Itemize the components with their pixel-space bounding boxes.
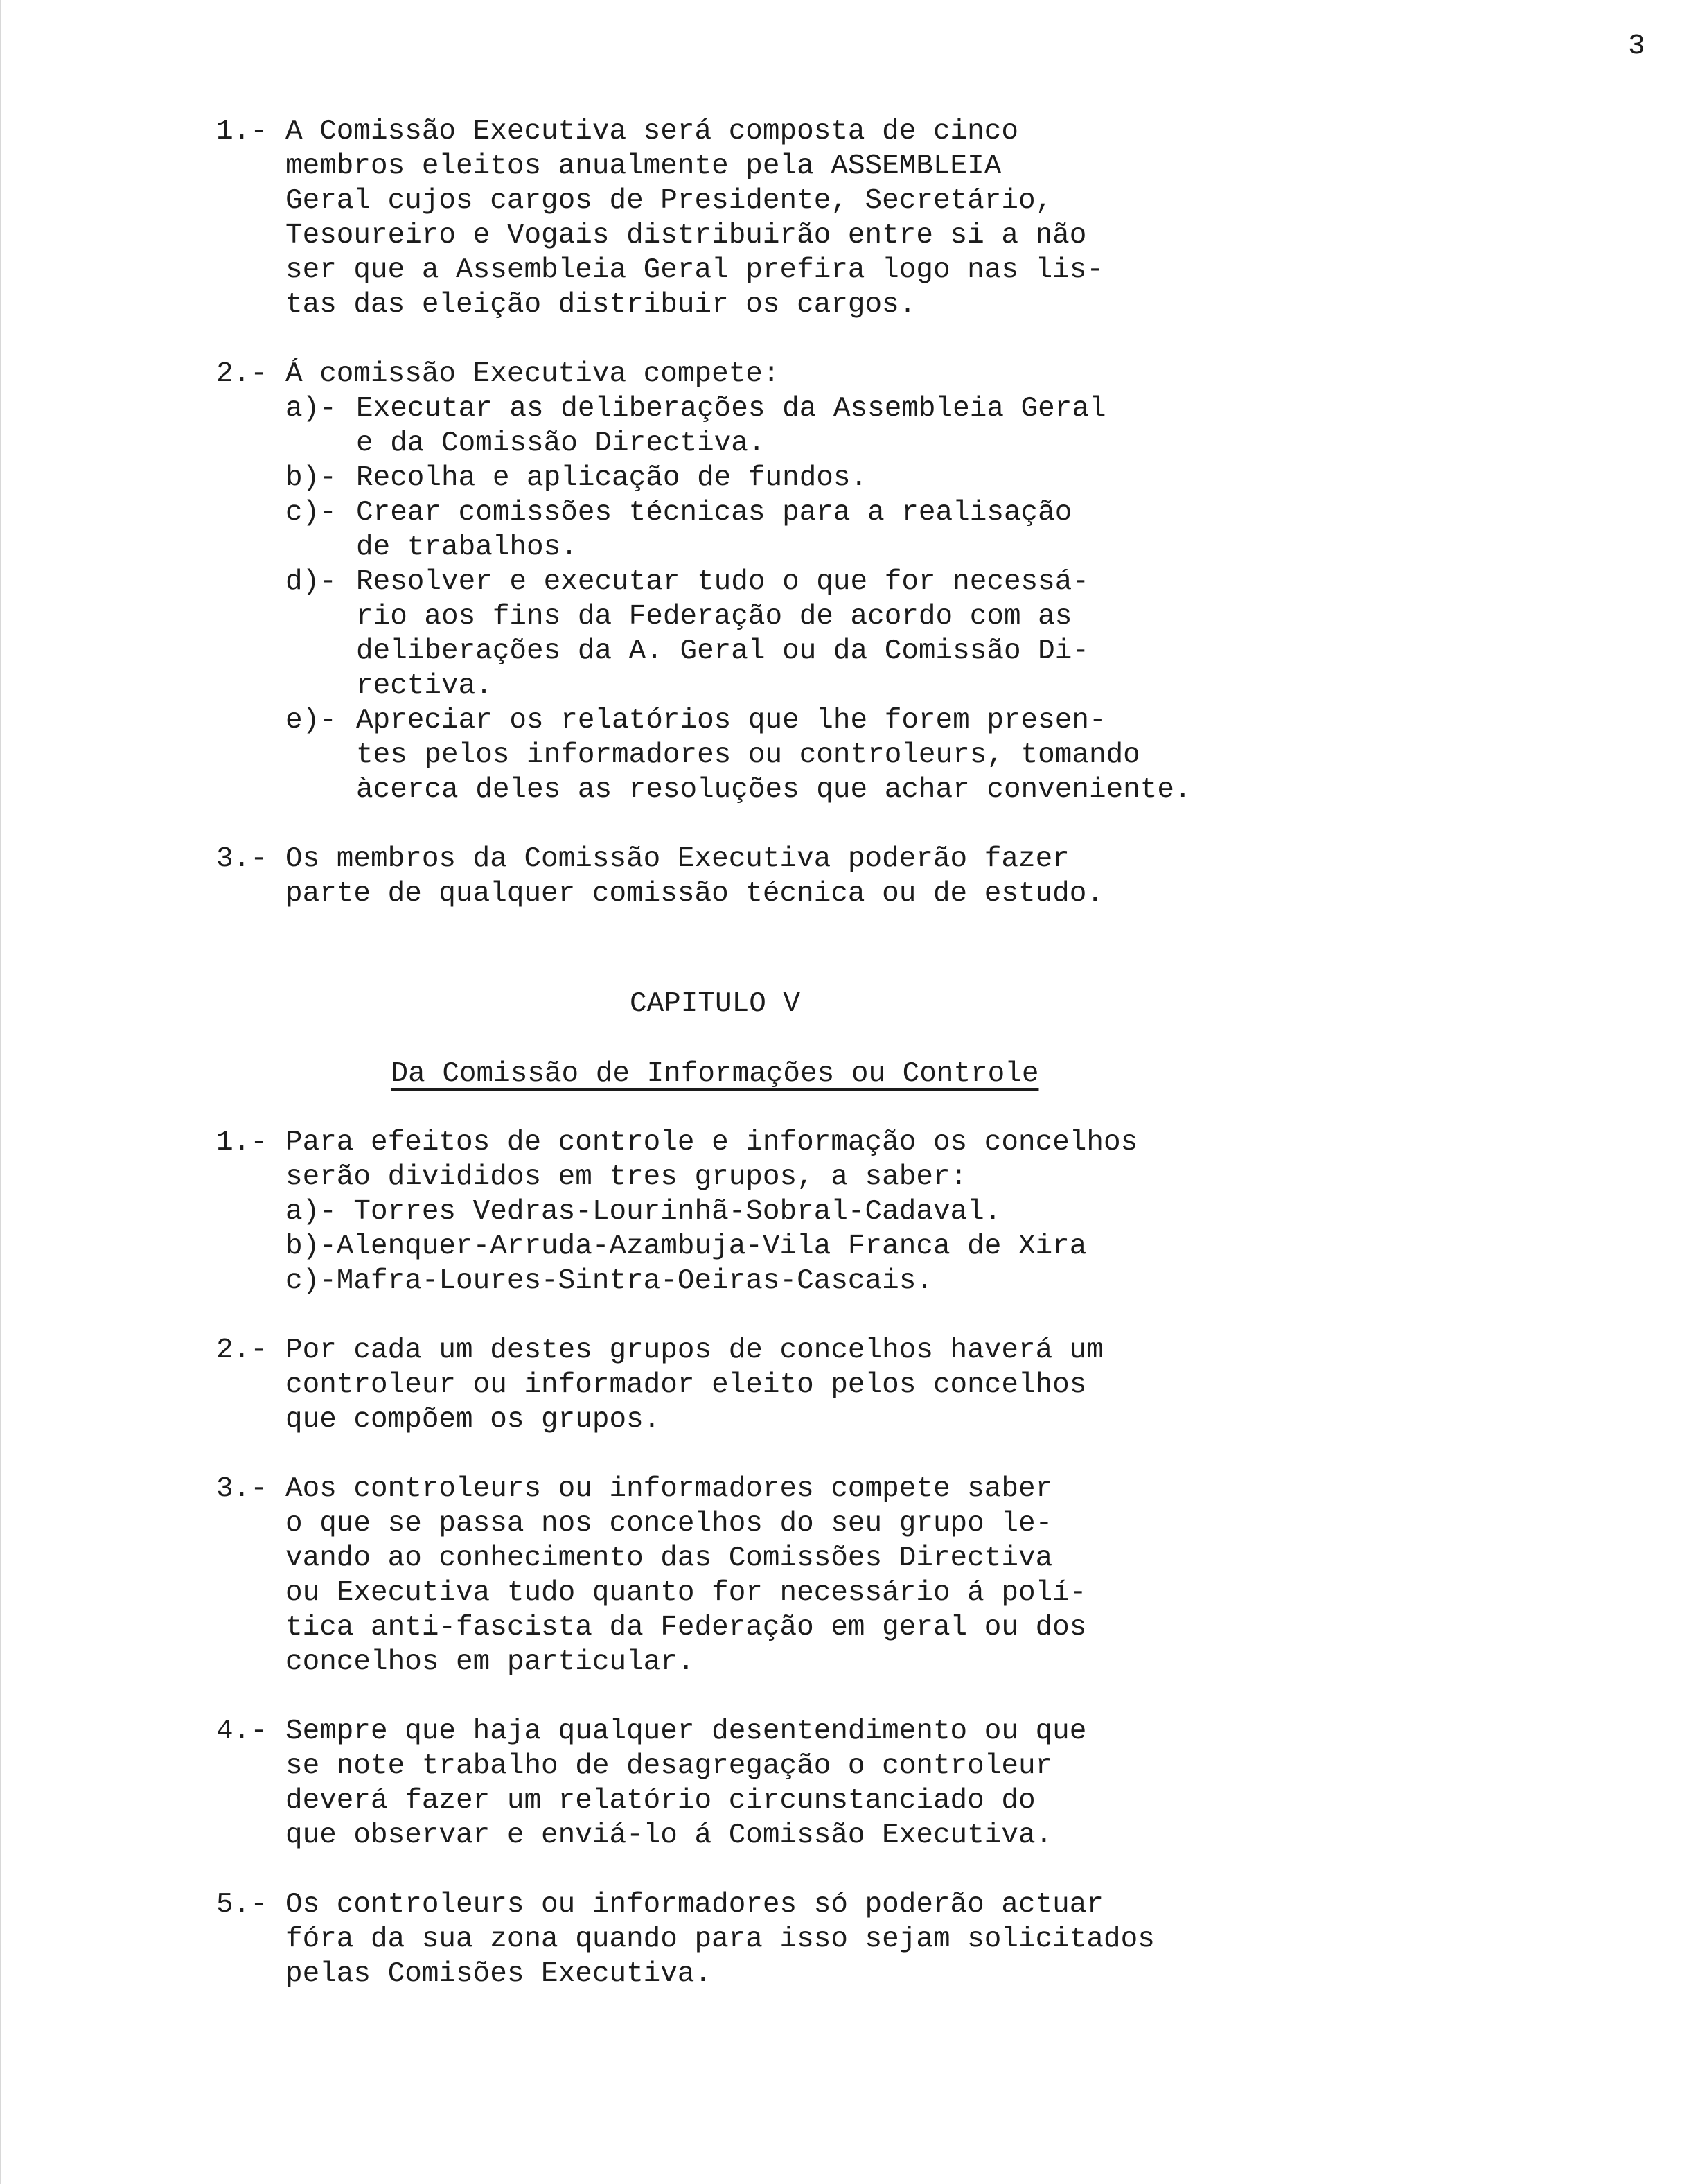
text-line: membros eleitos anualmente pela ASSEMBLEIA [285, 150, 1002, 182]
article-2 [216, 357, 1255, 807]
text-line: serão divididos em tres grupos, a saber: [285, 1161, 968, 1193]
text-line: Os controleurs ou informadores só poderão actuar [285, 1889, 1104, 1921]
article-number: 4.- [216, 1716, 267, 1747]
text-line: A Comissão Executiva será composta de cinco [285, 116, 1018, 148]
text-line: Recolha e aplicação de fundos. [356, 462, 868, 494]
chapter-title: CAPITULO V [629, 988, 801, 1020]
text-line: a)- Torres Vedras-Lourinhã-Sobral-Cadaval. [285, 1196, 1002, 1228]
text-line: fóra da sua zona quando para isso sejam solicitados [285, 1923, 1155, 1955]
sub-item-label: a)- [285, 393, 337, 425]
article-4 [216, 1714, 1255, 1853]
sub-item-c [285, 495, 1255, 565]
control-commission-section [216, 1125, 1255, 1991]
article-number: 5.- [216, 1889, 267, 1921]
article-1 [216, 1125, 1255, 1298]
text-line: c)-Mafra-Loures-Sintra-Oeiras-Cascais. [285, 1265, 933, 1297]
text-line: Aos controleurs ou informadores compete saber [285, 1473, 1053, 1505]
page-number: 3 [1628, 30, 1645, 62]
text-line: que observar e enviá-lo á Comissão Executiva. [285, 1820, 1053, 1851]
text-line: deverá fazer um relatório circunstanciado do [285, 1785, 1036, 1817]
text-line: controleur ou informador eleito pelos concelhos [285, 1369, 1087, 1401]
sub-item-e [285, 703, 1255, 807]
article-5 [216, 1887, 1255, 1991]
text-line: o que se passa nos concelhos do seu grupo le- [285, 1508, 1053, 1540]
executive-commission-section [216, 114, 1255, 911]
article-3 [216, 842, 1255, 911]
sub-item-label: c)- [285, 497, 337, 529]
sub-item-d [285, 565, 1255, 703]
text-line: que compõem os grupos. [285, 1404, 661, 1436]
article-3 [216, 1472, 1255, 1680]
article-number: 3.- [216, 843, 267, 875]
text-line: e da Comissão Directiva. [356, 428, 766, 459]
chapter-subtitle: Da Comissão de Informações ou Controle [391, 1058, 1039, 1090]
sub-item-label: b)- [285, 462, 337, 494]
sub-item-a [285, 391, 1255, 461]
text-line: Os membros da Comissão Executiva poderão fazer [285, 843, 1070, 875]
text-line: parte de qualquer comissão técnica ou de estudo. [285, 878, 1104, 910]
text-line: Á comissão Executiva compete: [285, 358, 780, 390]
text-line: concelhos em particular. [285, 1646, 695, 1678]
text-line: tes pelos informadores ou controleurs, tomando [356, 739, 1140, 771]
text-line: tas das eleição distribuir os cargos. [285, 289, 917, 321]
text-line: deliberações da A. Geral ou da Comissão Di- [356, 635, 1089, 667]
text-line: pelas Comisões Executiva. [285, 1958, 712, 1990]
text-line: vando ao conhecimento das Comissões Directiva [285, 1542, 1053, 1574]
article-2 [216, 1333, 1255, 1437]
chapter-subtitle-wrap [216, 1057, 1214, 1091]
sub-item-label: d)- [285, 566, 337, 598]
text-line: Tesoureiro e Vogais distribuirão entre si a não [285, 220, 1087, 252]
text-line: se note trabalho de desagregação o controleur [285, 1750, 1053, 1782]
article-number: 2.- [216, 1335, 267, 1366]
text-line: Geral cujos cargos de Presidente, Secretário, [285, 185, 1053, 217]
text-line: ou Executiva tudo quanto for necessário á polí- [285, 1577, 1087, 1609]
text-line: Por cada um destes grupos de concelhos haverá um [285, 1335, 1104, 1366]
article-number: 1.- [216, 1127, 267, 1159]
text-line: Sempre que haja qualquer desentendimento ou que [285, 1716, 1087, 1747]
text-line: àcerca deles as resoluções que achar conveniente. [356, 774, 1192, 806]
article-number: 1.- [216, 116, 267, 148]
text-line: Para efeitos de controle e informação os concelhos [285, 1127, 1138, 1159]
text-line: Resolver e executar tudo o que for necessá- [356, 566, 1089, 598]
sub-item-b [285, 461, 1255, 495]
article-1 [216, 114, 1255, 322]
text-line: tica anti-fascista da Federação em geral ou dos [285, 1612, 1087, 1644]
sub-item-label: e)- [285, 705, 337, 737]
text-line: de trabalhos. [356, 531, 578, 563]
text-line: rectiva. [356, 670, 493, 702]
text-line: b)-Alenquer-Arruda-Azambuja-Vila Franca de Xira [285, 1231, 1087, 1262]
text-line: rio aos fins da Federação de acordo com as [356, 601, 1072, 633]
page-edge-rule [0, 0, 1, 2184]
text-line: ser que a Assembleia Geral prefira logo nas lis- [285, 254, 1104, 286]
text-line: Crear comissões técnicas para a realisação [356, 497, 1072, 529]
article-number: 3.- [216, 1473, 267, 1505]
article-number: 2.- [216, 358, 267, 390]
text-line: Executar as deliberações da Assembleia Geral [356, 393, 1106, 425]
text-line: Apreciar os relatórios que lhe forem presen- [356, 705, 1106, 737]
